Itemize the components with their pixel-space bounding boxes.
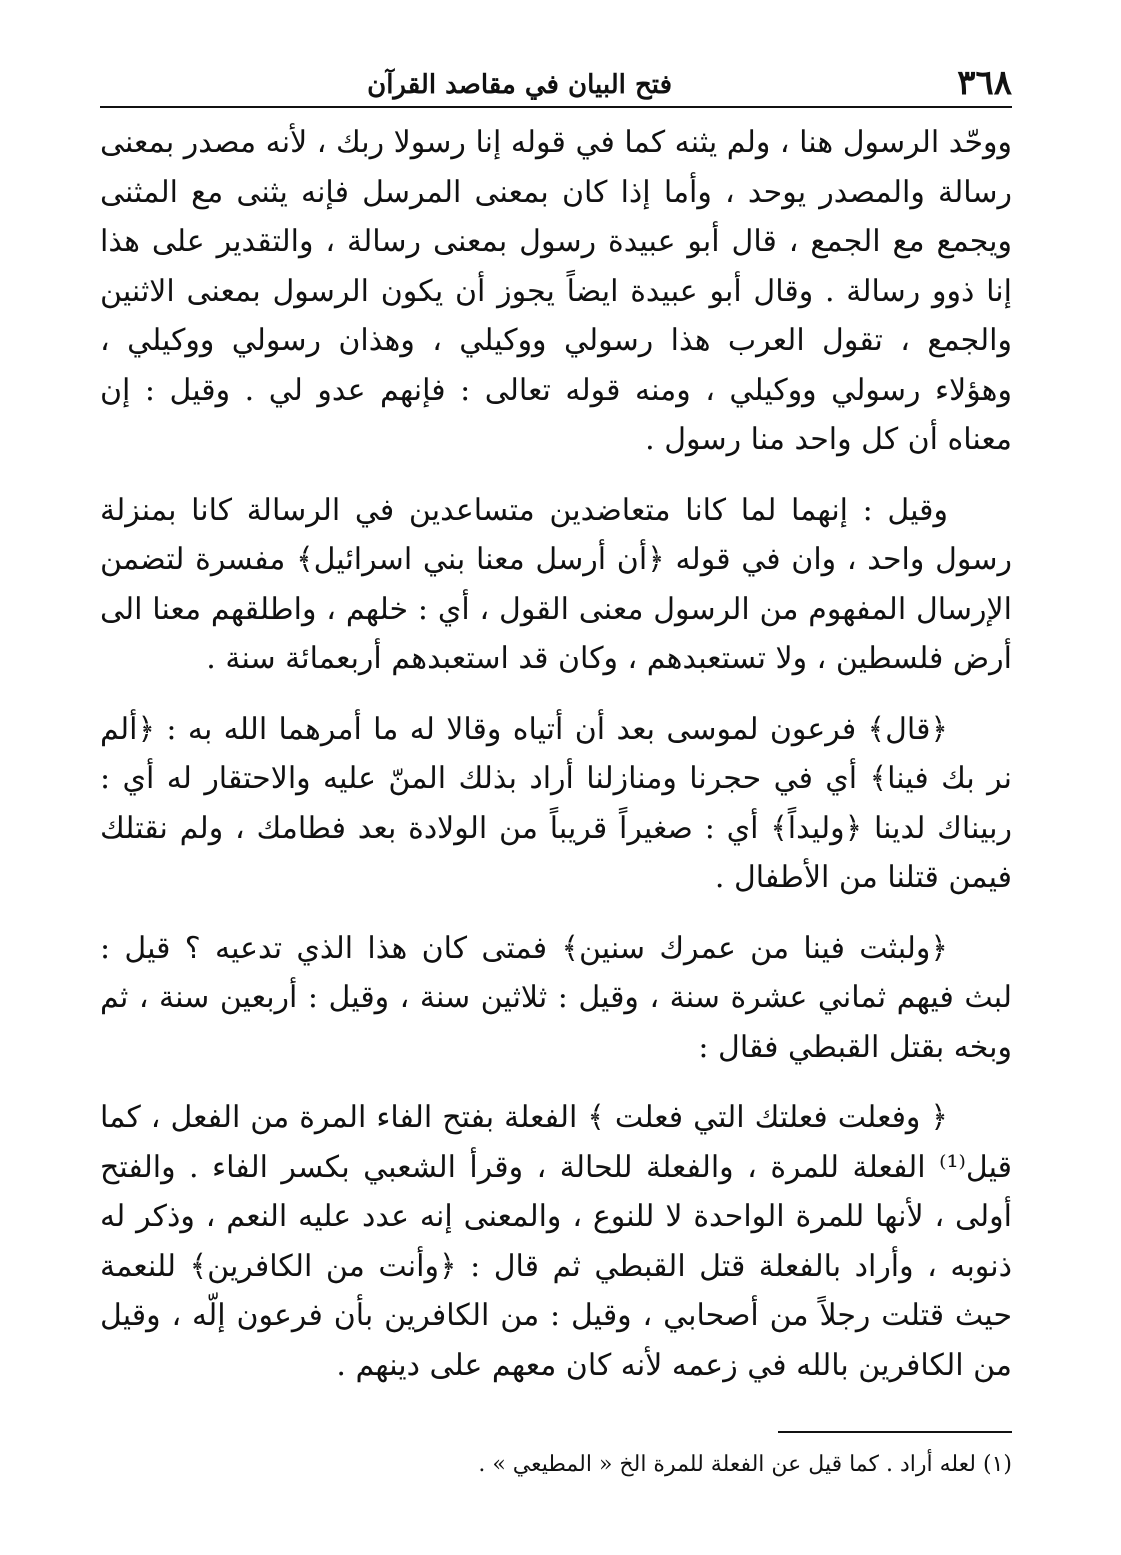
header-rule — [100, 106, 1012, 108]
running-title: فتح البيان في مقاصد القرآن — [367, 70, 672, 100]
paragraph-3: ﴿قال﴾ فرعون لموسى بعد أن أتياه وقالا له ما أمرهما الله به : ﴿ألم نر بك فينا﴾ أي في حجرنا ومنازلنا أراد بذلك المنّ عليه والاحتقار له أي : ربيناك لدينا ﴿وليداً﴾ أي : صغيراً قريباً من الولادة بعد فطامك ، ولم نقتلك فيمن قتلنا من الأطفال . — [100, 711, 1012, 895]
paragraph-5: ﴿ وفعلت فعلتك التي فعلت ﴾ الفعلة بفتح الفاء المرة من الفعل ، كما قيل⁽¹⁾ الفعلة للمرة ، والفعلة للحالة ، وقرأ الشعبي بكسر الفاء . والفتح أولى ، لأنها للمرة الواحدة لا للنوع ، والمعنى إنه عدد عليه النعم ، وذكر له ذنوبه ، وأراد بالفعلة قتل القبطي ثم قال : ﴿وأنت من الكافرين﴾ للنعمة حيث قتلت رجلاً من أصحابي ، وقيل : من الكافرين بأن فرعون إلّه ، وقيل من الكافرين بالله في زعمه لأنه كان معهم على دينهم . — [100, 1100, 1012, 1383]
footnote: (١) لعله أراد . كما قيل عن الفعلة للمرة الخ « المطيعي » . — [478, 1452, 1012, 1477]
paragraph-4: ﴿ولبثت فينا من عمرك سنين﴾ فمتى كان هذا الذي تدعيه ؟ قيل : لبث فيهم ثماني عشرة سنة ، وقيل : ثلاثين سنة ، وقيل : أربعين سنة ، ثم وبخه بقتل القبطي فقال : — [100, 930, 1012, 1065]
footnote-rule — [778, 1431, 1012, 1433]
page-header — [100, 62, 1012, 104]
paragraph-2: وقيل : إنهما لما كانا متعاضدين متساعدين في الرسالة كانا بمنزلة رسول واحد ، وان في قوله ﴿أن أرسل معنا بني اسرائيل﴾ مفسرة لتضمن الإرسال المفهوم من الرسول معنى القول ، أي : خلهم ، واطلقهم معنا الى أرض فلسطين ، ولا تستعبدهم ، وكان قد استعبدهم أربعمائة سنة . — [100, 492, 1012, 676]
paragraph-1: ووحّد الرسول هنا ، ولم يثنه كما في قوله إنا رسولا ربك ، لأنه مصدر بمعنى رسالة والمصدر يوحد ، وأما إذا كان بمعنى المرسل فإنه يثنى مع المثنى ويجمع مع الجمع ، قال أبو عبيدة رسول بمعنى رسالة ، والتقدير على هذا إنا ذوو رسالة . وقال أبو عبيدة ايضاً يجوز أن يكون الرسول بمعنى الاثنين والجمع ، تقول العرب هذا رسولي ووكيلي ، وهذان رسولي ووكيلي ، وهؤلاء رسولي ووكيلي ، ومنه قوله تعالى : فإنهم عدو لي . وقيل : إن معناه أن كل واحد منا رسول . — [100, 125, 1012, 457]
main-text-body — [100, 118, 1012, 1411]
page-number: ٣٦٨ — [957, 63, 1012, 103]
